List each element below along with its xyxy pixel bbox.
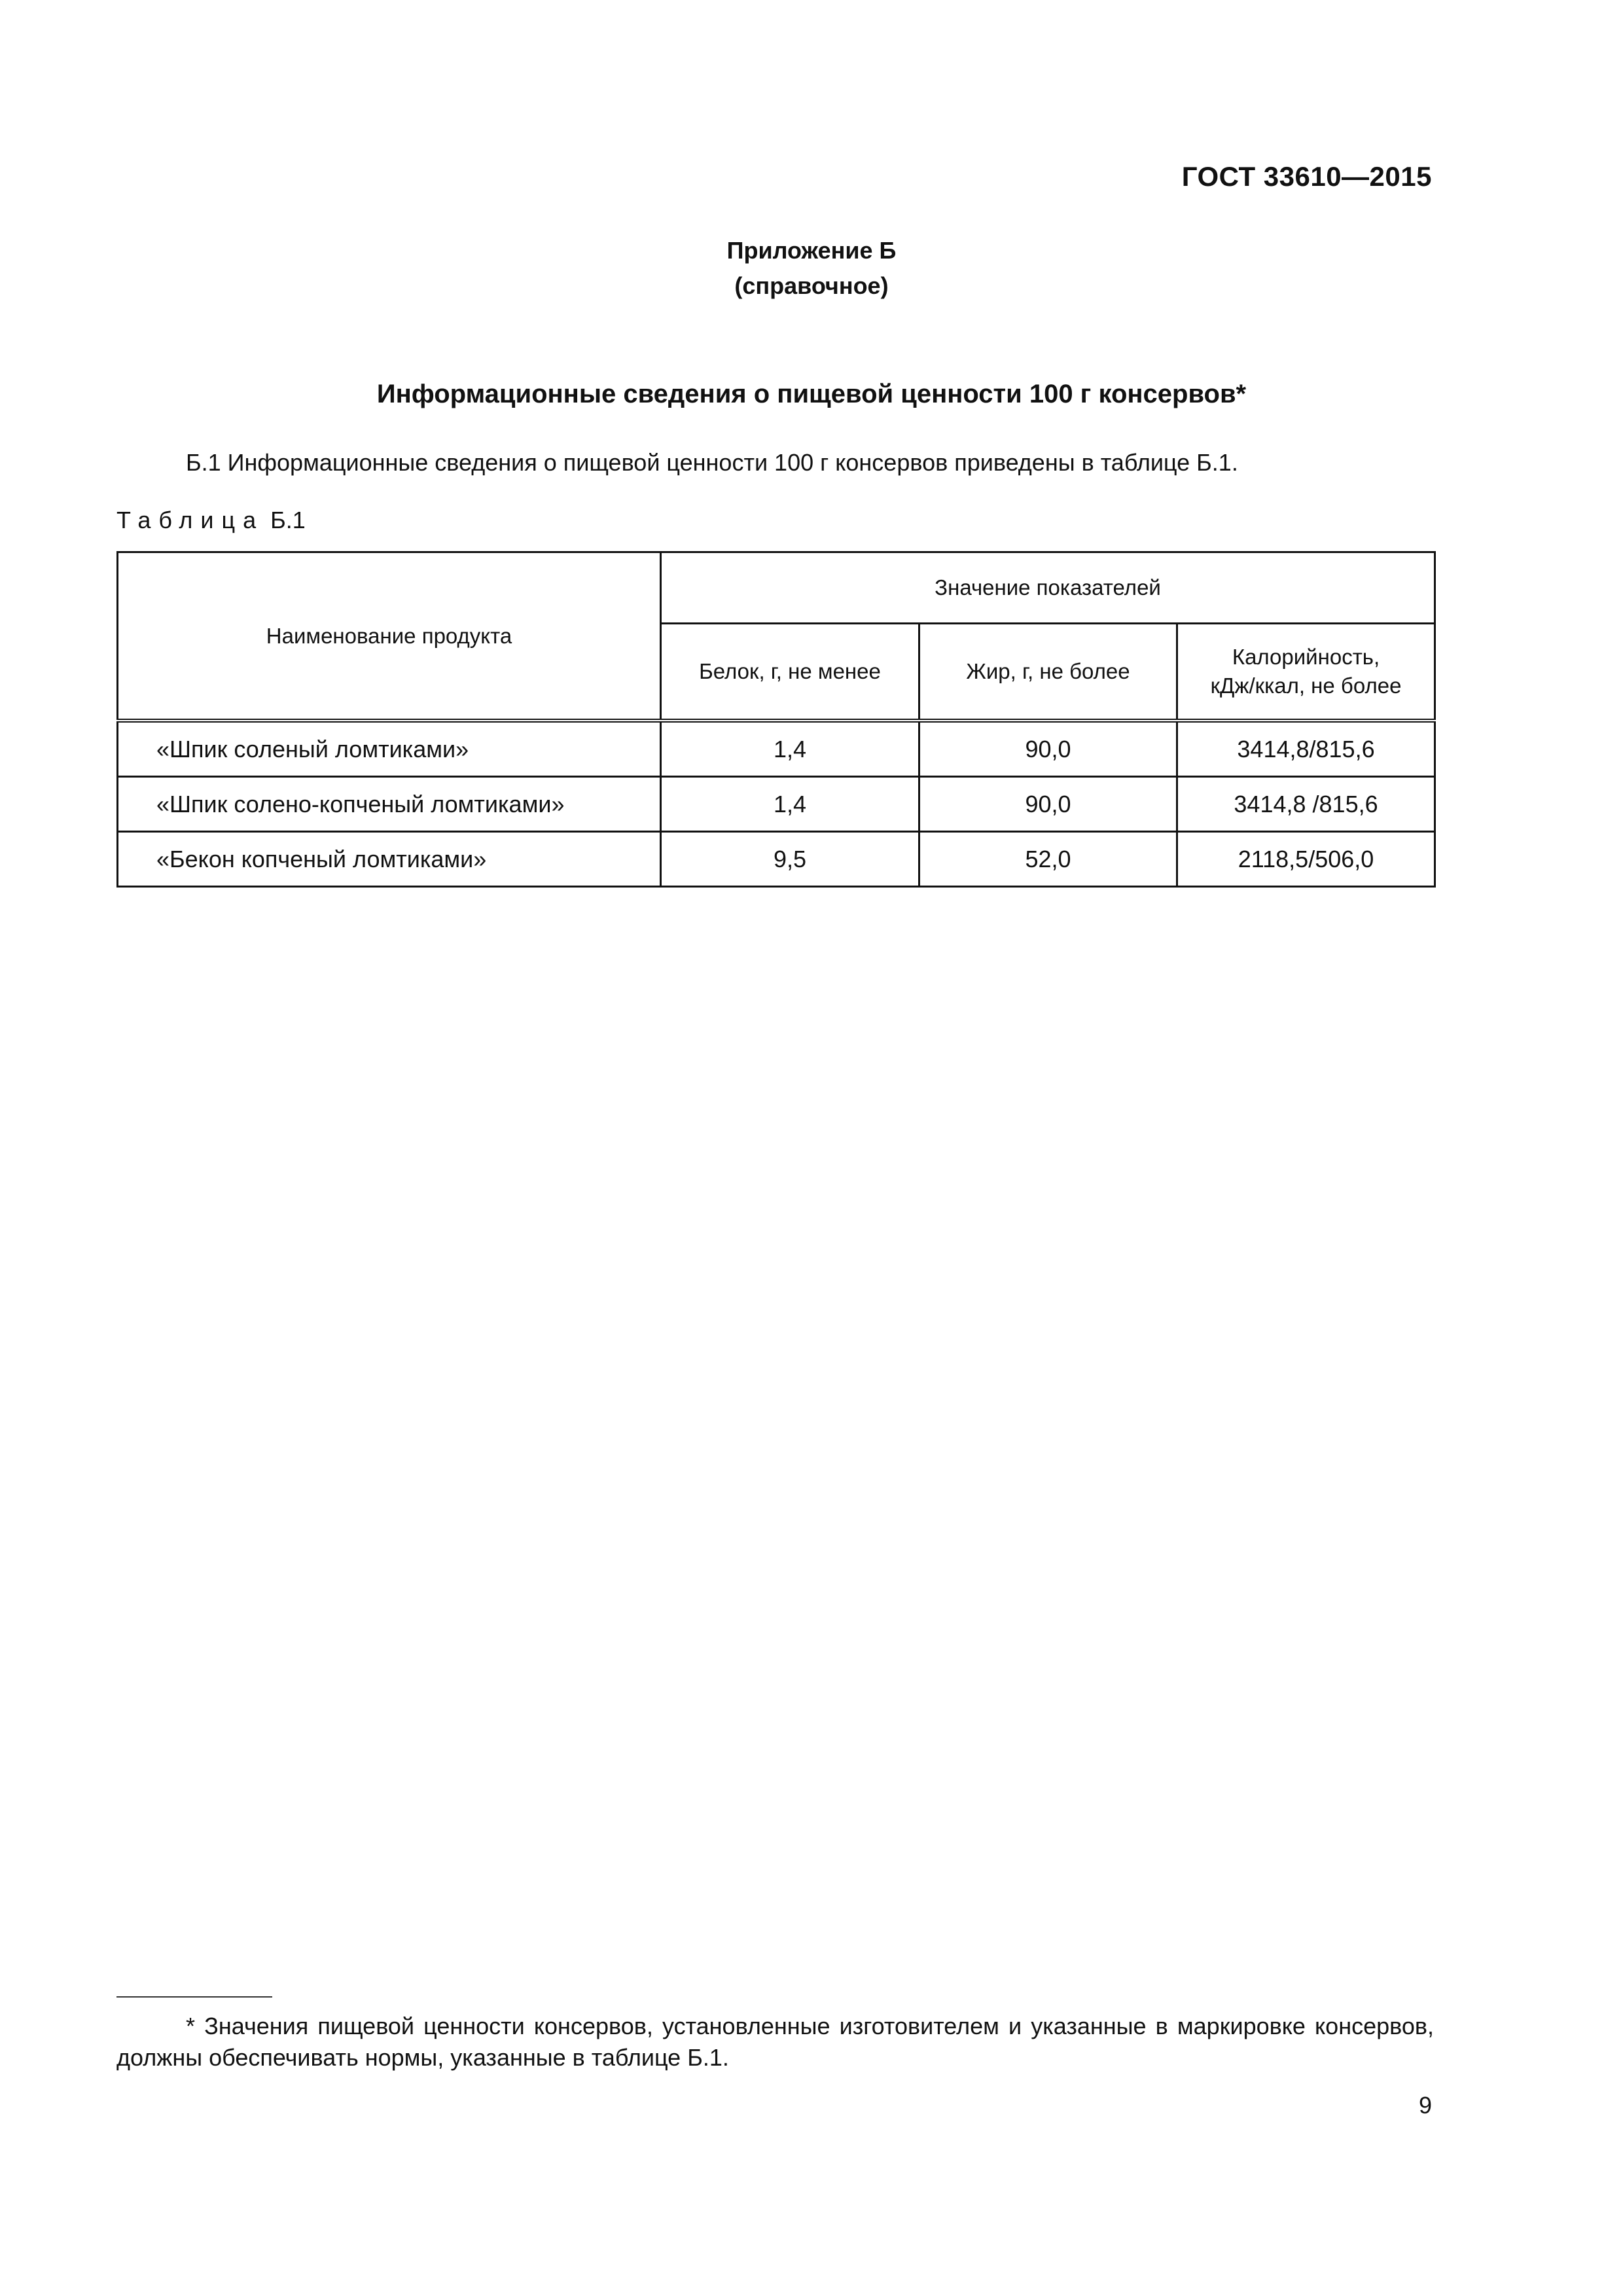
appendix-heading: [0, 233, 1623, 304]
table-caption-number: Б.1: [270, 507, 306, 533]
page-number: 9: [1418, 2092, 1432, 2119]
table-row: [118, 777, 1435, 832]
cell-fat: 90,0: [919, 721, 1177, 777]
cell-fat: 52,0: [919, 832, 1177, 887]
section-paragraph: Б.1 Информационные сведения о пищевой ценности 100 г консервов приведены в таблице Б.1.: [186, 449, 1238, 476]
cell-product: «Бекон копченый ломтиками»: [118, 832, 661, 887]
cell-product: «Шпик солено-копченый ломтиками»: [118, 777, 661, 832]
header-calorie-line1: Калорийность,: [1232, 645, 1380, 669]
footnote-divider: [116, 1996, 272, 1998]
cell-protein: 1,4: [661, 777, 919, 832]
section-title: Информационные сведения о пищевой ценности 100 г консервов*: [376, 380, 1247, 408]
footnote: * Значения пищевой ценности консервов, установленные изготовителем и указанные в маркировке консервов, должны обеспечивать нормы, указанные в таблице Б.1.: [116, 2013, 1434, 2071]
header-protein: Белок, г, не менее: [661, 624, 919, 721]
cell-calorie: 3414,8 /815,6: [1177, 777, 1435, 832]
appendix-title: Приложение Б: [726, 237, 897, 264]
cell-calorie: 3414,8/815,6: [1177, 721, 1435, 777]
cell-fat: 90,0: [919, 777, 1177, 832]
header-calorie: [1177, 624, 1435, 721]
header-indicator-group: Значение показателей: [661, 552, 1435, 624]
document-code: ГОСТ 33610—2015: [1181, 161, 1432, 192]
cell-product: «Шпик соленый ломтиками»: [118, 721, 661, 777]
cell-calorie: 2118,5/506,0: [1177, 832, 1435, 887]
header-calorie-line2: кДж/ккал, не более: [1210, 673, 1402, 698]
table-caption-word: Таблица: [116, 507, 264, 533]
table-caption: [116, 507, 306, 534]
header-product-name: Наименование продукта: [118, 552, 661, 721]
table-row: [118, 832, 1435, 887]
nutrition-table: [116, 551, 1436, 888]
cell-protein: 9,5: [661, 832, 919, 887]
appendix-subtitle: (справочное): [734, 272, 889, 299]
header-fat: Жир, г, не более: [919, 624, 1177, 721]
table-row: [118, 721, 1435, 777]
cell-protein: 1,4: [661, 721, 919, 777]
